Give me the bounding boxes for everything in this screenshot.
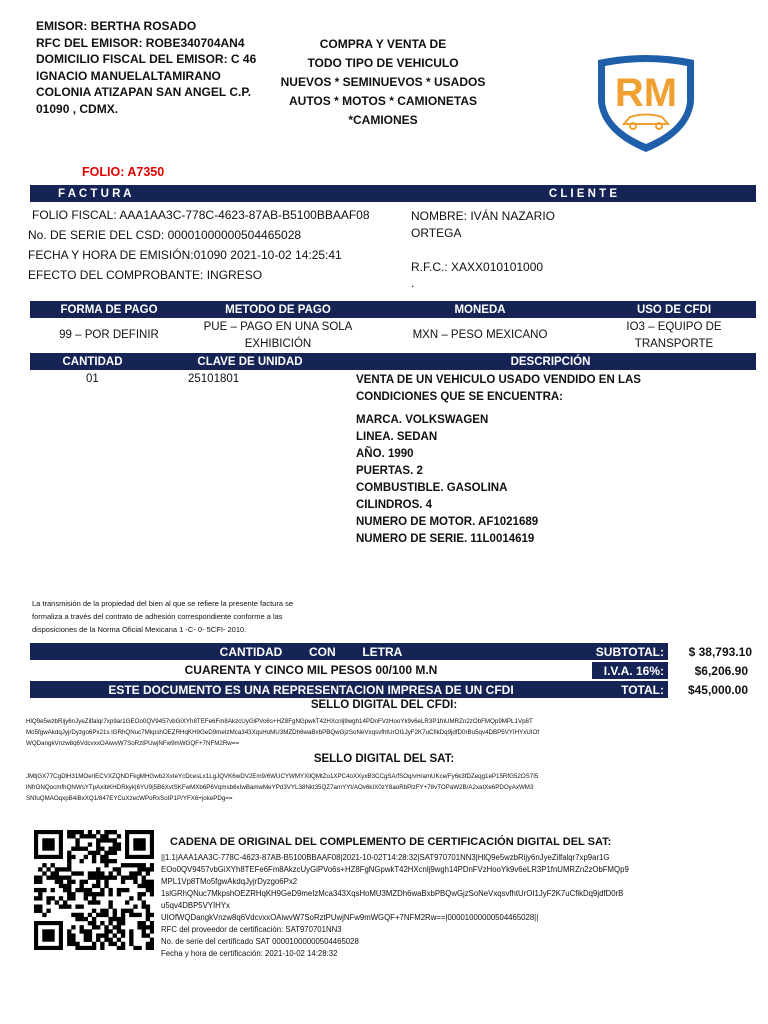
sello-cfdi-line: HlQ9e5wzbRijy6nJyeZilfalqr7xp9ar1GEOo0QV9457vbGiXYh8TEFe6Fm8AkzcUyGiPVo6s+HZ8FgNGpwkT42HXcnlj9wgh14PDnFVzHooYk9v6eLR3P1fnUMRZn2zObFMQp9MPL1Vp8T bbox=[26, 718, 533, 725]
cliente-nombre: NOMBRE: IVÁN NAZARIO bbox=[411, 209, 556, 223]
cadena-line: u5qv4DBP5VYIHYx bbox=[161, 901, 230, 910]
total-label: TOTAL: bbox=[621, 682, 664, 697]
vehicle-puertas: PUERTAS. 2 bbox=[356, 465, 423, 477]
description-line: CONDICIONES QUE SE ENCUENTRA: bbox=[356, 391, 564, 403]
legal-line: La transmisión de la propiedad del bien al que se refiere la presente factura se bbox=[32, 599, 293, 608]
vehicle-serie: NUMERO DE SERIE. 11L0014619 bbox=[356, 533, 535, 545]
emisor-block bbox=[36, 18, 276, 117]
pago-header-bar bbox=[30, 301, 756, 318]
certificacion-fecha: Fecha y hora de certificación: 2021-10-02 14:28:32 bbox=[161, 949, 338, 958]
sello-cfdi-line: Mo5fgwAkdqJyjrDyzgo6Px21s lGRhQNuc7MkpshOEZRHqKH9GeD9meIzMca343XqsHoMU3MZDh6waBxbPBQwGjzSoNeVxqsvfhtUrOI1JyF2K7uCfikDq9jdfD0rBu5qv4DBP5VYIHYxUIOf bbox=[26, 729, 540, 736]
legal-line: disposiciones de la Norma Oficial Mexicana 1 -C- 0- 5CFI- 2010. bbox=[32, 625, 247, 634]
efecto-comprobante: EFECTO DEL COMPROBANTE: INGRESO bbox=[28, 268, 263, 282]
folio-fiscal: FOLIO FISCAL: AAA1AA3C-778C-4623-87AB-B5100BBAAF08 bbox=[32, 208, 370, 222]
metodo-pago-line: PUE – PAGO EN UNA SOLA bbox=[203, 321, 353, 333]
factura-heading: F A C T U R A bbox=[58, 187, 132, 200]
representacion-bar bbox=[30, 681, 668, 698]
description-line: VENTA DE UN VEHICULO USADO VENDIDO EN LAS bbox=[356, 374, 641, 386]
emisor-rfc: RFC DEL EMISOR: ROBE340704AN4 bbox=[36, 35, 245, 50]
cliente-heading: C L I E N T E bbox=[548, 187, 618, 200]
fecha-emision: FECHA Y HORA DE EMISIÓN:01090 2021-10-02 14:25:41 bbox=[28, 248, 342, 262]
sello-sat-text bbox=[26, 771, 742, 804]
cadena-line: MPL1Vp8TMo5fgwAkdqJyjrDyzgo6Px2 bbox=[161, 877, 298, 886]
item-cantidad: 01 bbox=[86, 373, 99, 385]
sello-sat-line: SNfuQMAOqxpB4iBxXQ1/847EYCuXzecWPoRxSoIP1P/YFX6+jokePDg== bbox=[26, 795, 233, 802]
subtotal-value: $ 38,793.10 bbox=[688, 644, 752, 659]
emisor-domicilio: DOMICILIO FISCAL DEL EMISOR: C 46 bbox=[36, 52, 257, 66]
emisor-name: EMISOR: BERTHA ROSADO bbox=[36, 19, 197, 33]
sello-cfdi-title: SELLO DIGITAL DEL CFDI: bbox=[310, 699, 458, 711]
vehicle-motor: NUMERO DE MOTOR. AF1021689 bbox=[356, 516, 539, 528]
slogan-line: COMPRA Y VENTA DE bbox=[319, 37, 447, 51]
sello-sat-title: SELLO DIGITAL DEL SAT: bbox=[313, 753, 455, 765]
item-header-bar bbox=[30, 353, 756, 370]
total-value: $45,000.00 bbox=[687, 682, 748, 697]
vehicle-cilindros: CILINDROS. 4 bbox=[356, 499, 433, 511]
metodo-pago-value bbox=[188, 319, 368, 353]
cadena-line: 1slGRhQNuc7MkpshOEZRHqKH9GeD9meIzMca343XqsHoMU3MZDh6waBxbPBQwGjzSoNeVxqsvfhtUrOI1JyF2K7uCfikDq9jdfD0rB bbox=[161, 889, 624, 898]
cliente-dot: . bbox=[411, 276, 415, 290]
vehicle-linea: LINEA. SEDAN bbox=[356, 431, 438, 443]
slogan-line: *CAMIONES bbox=[348, 113, 418, 127]
iva-label-box bbox=[592, 662, 668, 679]
certificador-rfc: RFC del proveedor de certificación: SAT970701NN3 bbox=[161, 925, 342, 934]
forma-pago-value: 99 – POR DEFINIR bbox=[59, 329, 159, 341]
moneda-header: MONEDA bbox=[454, 303, 506, 316]
certificado-serie: No. de serie del certificado SAT 00001000000504465028 bbox=[161, 937, 359, 946]
cadena-text bbox=[161, 852, 761, 960]
uso-cfdi-line: TRANSPORTE bbox=[634, 338, 714, 350]
uso-cfdi-header: USO DE CFDI bbox=[636, 303, 712, 316]
slogan-line: AUTOS * MOTOS * CAMIONETAS bbox=[288, 94, 477, 108]
sello-cfdi-line: WQDangkVnzw8q6VdcvxxOAiwvW7SoRztPUwjNFw9mWGQF+7NFM2Rw== bbox=[26, 740, 240, 747]
vehicle-marca: MARCA. VOLKSWAGEN bbox=[356, 414, 489, 426]
sello-sat-line: lNfrGNQocmfhQNWsYTpAxibKHDRkyk|6YU9|5B6XvtSKFwMXb6P6Vqmsb6xIwBamwMeYPd3VYL38Nkt35QZ7amYYt/AOv6kIX0zY8aoRbPlzFY+78vTOPaW2B/A2xatXe6PDOyAxWM3 bbox=[26, 784, 534, 791]
importe-con-letra: CUARENTA Y CINCO MIL PESOS 00/100 M.N bbox=[184, 663, 438, 677]
cadena-line: EOo0QV9457vbGiXYh8TEFe6Fm8AkzcUyGiPVo6s+HZ8FgNGpwkT42HXcnlj9wgh14PDnFVzHooYk9v6eLR3P1fnUMRZn2zObFMQp9 bbox=[161, 865, 629, 874]
section-header-bar bbox=[30, 185, 756, 202]
legal-line: formaliza a través del contrato de adhesión correspondiente conforme a las bbox=[32, 612, 283, 621]
descripcion-header: DESCRIPCIÓN bbox=[510, 355, 591, 368]
letra-header-bar bbox=[30, 643, 592, 660]
cadena-line: UIOfWQDangkVnzw8q6VdcvxxOAiwvW7SoRztPUwjNFw9mWGQF+7NFM2Rw==|00001000000504465028|| bbox=[161, 913, 539, 922]
serie-csd: No. DE SERIE DEL CSD: 00001000000504465028 bbox=[28, 228, 302, 242]
representacion-text: ESTE DOCUMENTO ES UNA REPRESENTACION IMPRESA DE UN CFDI bbox=[108, 682, 514, 697]
sello-cfdi-text bbox=[26, 716, 742, 749]
subtotal-label: SUBTOTAL: bbox=[595, 644, 664, 659]
sello-sat-line: JMtjGX77CgDlH31MOe/IECVXZQNDFkgMHGwb2XxIeYcDcesLx1LgJQVK6wDV2Em9/6WUCYWMYXllQMtZo1XPC4oXXyxB3CCgSA/fSOq/vH/amUKce/Fy6k3fDZeqg1eP15RfG52OS7I5 bbox=[26, 773, 539, 780]
iva-value: $6,206.90 bbox=[694, 663, 748, 678]
item-clave: 25101801 bbox=[188, 373, 240, 385]
uso-cfdi-line: IO3 – EQUIPO DE bbox=[626, 321, 722, 333]
cantidad-header: CANTIDAD bbox=[62, 355, 123, 368]
forma-pago-header: FORMA DE PAGO bbox=[60, 303, 158, 316]
business-slogan bbox=[278, 35, 488, 130]
moneda-value: MXN – PESO MEXICANO bbox=[412, 329, 548, 341]
slogan-line: NUEVOS * SEMINUEVOS * USADOS bbox=[280, 75, 486, 89]
emisor-colonia: COLONIA ATIZAPAN SAN ANGEL C.P. bbox=[36, 85, 252, 99]
letra-heading: CANTIDAD CON LETRA bbox=[219, 644, 403, 659]
clave-unidad-header: CLAVE DE UNIDAD bbox=[197, 355, 303, 368]
subtotal-label-box bbox=[592, 643, 668, 660]
logo-text: RM bbox=[614, 71, 678, 115]
cadena-title: CADENA DE ORIGINAL DEL COMPLEMENTO DE CERTIFICACIÓN DIGITAL DEL SAT: bbox=[170, 836, 612, 848]
cliente-rfc: R.F.C.: XAXX010101000 bbox=[411, 260, 544, 274]
cliente-nombre-cont: ORTEGA bbox=[411, 226, 462, 240]
vehicle-combustible: COMBUSTIBLE. GASOLINA bbox=[356, 482, 508, 494]
emisor-street: IGNACIO MANUELALTAMIRANO bbox=[36, 68, 221, 83]
folio-number: FOLIO: A7350 bbox=[82, 165, 165, 179]
emisor-city: 01090 , CDMX. bbox=[36, 101, 119, 116]
metodo-pago-line: EXHIBICIÓN bbox=[244, 338, 312, 350]
item-description bbox=[356, 372, 676, 548]
cadena-line: ||1.1|AAA1AA3C-778C-4623-87AB-B5100BBAAF08|2021-10-02T14:28:32|SAT970701NN3|HlQ9e5wzbRijy6nJyeZilfalqr7xp9ar1G bbox=[161, 853, 610, 862]
metodo-pago-header: METODO DE PAGO bbox=[225, 303, 331, 316]
vehicle-anio: AÑO. 1990 bbox=[356, 448, 414, 460]
uso-cfdi-value bbox=[592, 319, 756, 353]
iva-label: I.V.A. 16%: bbox=[603, 663, 664, 678]
rm-logo bbox=[590, 52, 702, 154]
slogan-line: TODO TIPO DE VEHICULO bbox=[307, 56, 459, 70]
qr-code bbox=[34, 830, 154, 950]
legal-note bbox=[32, 597, 362, 636]
